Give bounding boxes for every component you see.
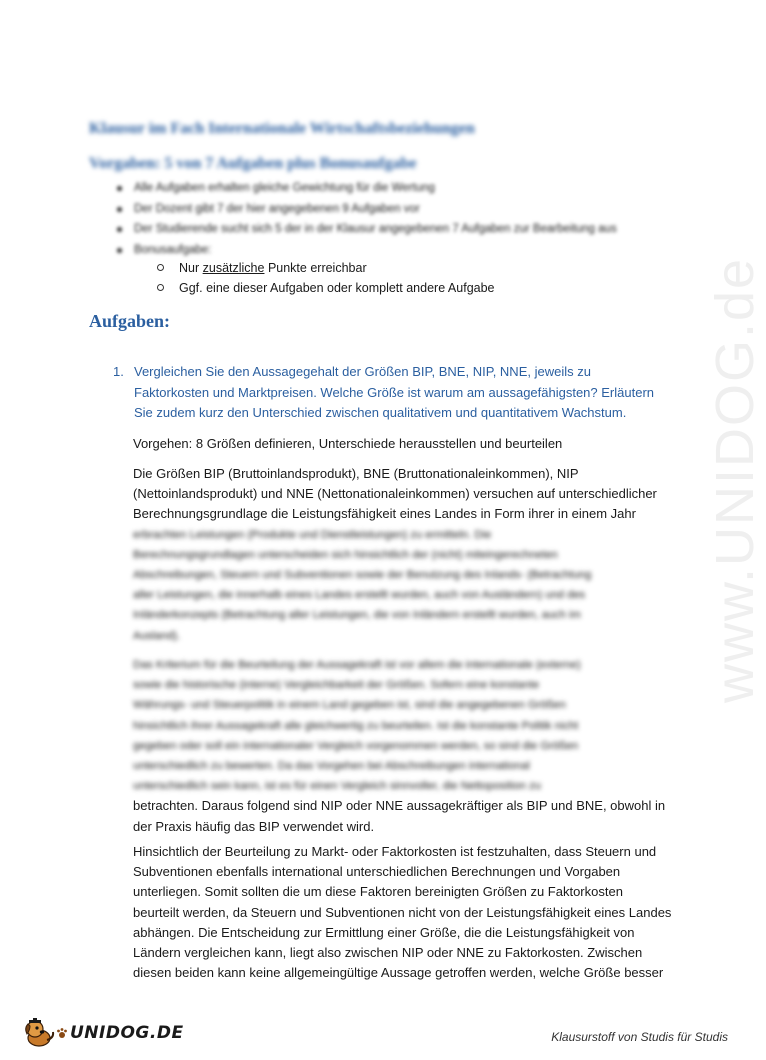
list-item: Der Dozent gibt 7 der hier angegebenen 9 Aufgaben vor bbox=[115, 199, 617, 220]
paw-icon bbox=[56, 1027, 68, 1039]
footer-logo[interactable] bbox=[22, 1018, 184, 1048]
doc-subtitle: Vorgaben: 5 von 7 Aufgaben plus Bonusaufgabe bbox=[89, 155, 417, 172]
list-item: Bonusaufgabe: bbox=[115, 240, 617, 261]
list-item: Nur zusätzliche Punkte erreichbar bbox=[157, 258, 495, 278]
paragraph-definitions: Die Größen BIP (Bruttoinlandsprodukt), BNE (Bruttonationaleinkommen), NIP (Nettoinlandsprodukt) und NNE (Nettonationaleinkommen) versuchen auf unterschiedlicher Berechnungsgrundlage die Leistungsfähigkeit eines Landes in Form ihrer in einem Jahr erbrachten Leistungen (Produkte und Dienstleistungen) zu ermitteln. Die Berechnungsgrundlagen unterscheiden sich hinsichtlich der (nicht) miteingerechneten Abschreibungen, Steuern und Subventionen sowie der Benutzung des Inlands- (Betrachtung aller Leistungen, die innerhalb eines Landes erstellt wurden, auch von Ausländern) und des Inländerkonzepts (Betrachtung aller Leistungen, die von Inländern erstellt wurden, auch im Ausland). bbox=[133, 466, 657, 642]
paragraph-criteria: Das Kriterium für die Beurteilung der Aussagekraft ist vor allem die internationale (externe) sowie die historische (interne) Vergleichbarkeit der Größen. Sofern eine konstante Währungs- und Steuerpolitik in einem Land gegeben ist, sind die angegebenen Größen hinsichtlich ihrer Aussagekraft alle gleichwertig zu beurteilen. Ist die konstante Politik nicht gegeben oder soll ein internationaler Vergleich vorgenommen werden, so sind die Größen unterschiedlich zu bewerten. Da das Vorgehen bei Abschreibungen international unterschiedlich sein kann, ist es für einen Vergleich sinnvoller, die Nettoposition zu betrachten. Daraus folgend sind NIP oder NNE aussagekräftiger als BIP und BNE, obwohl in der Praxis häufig das BIP verwendet wird. bbox=[133, 659, 666, 834]
circle-bullet-icon bbox=[157, 284, 164, 291]
bullet-dot-icon bbox=[117, 248, 122, 253]
bullet-dot-icon bbox=[117, 186, 122, 191]
logo-text: UNIDOG.DE bbox=[70, 1023, 184, 1043]
bullet-dot-icon bbox=[117, 227, 122, 232]
list-item: Der Studierende sucht sich 5 der in der Klausur angegebenen 7 Aufgaben zur Bearbeitung aus bbox=[115, 219, 617, 240]
bullet-dot-icon bbox=[117, 207, 122, 212]
question-text: Vergleichen Sie den Aussagegehalt der Größen BIP, BNE, NIP, NNE, jeweils zu Faktorkosten und Marktpreisen. Welche Größe ist warum am aussagefähigsten? Erläutern Sie zudem kurz den Unterschied zwischen qualitativem und quantitativem Wachstum. bbox=[134, 364, 654, 420]
paragraph-cost-basis: Hinsichtlich der Beurteilung zu Markt- oder Faktorkosten ist festzuhalten, dass Steuern und Subventionen ebenfalls international unterschiedlichen Berechnungen und Vorgaben unterliegen. Somit sollten die um diese Faktoren bereinigten Größen zu Faktorkosten beurteilt werden, da Steuern und Subventionen nicht von der Leistungsfähigkeit eines Landes abhängen. Die Entscheidung zur Ermittlung einer Größe, die die Leistungsfähigkeit von Ländern vergleichen kann, liegt also zwischen NIP oder NNE zu Faktorkosten. Zwischen diesen beiden kann keine allgemeingültige Aussage getroffen werden, welche Größe besser bbox=[133, 844, 672, 981]
dog-mascot-icon bbox=[22, 1018, 56, 1048]
list-item: Ggf. eine dieser Aufgaben oder komplett andere Aufgabe bbox=[157, 278, 495, 298]
footer-tagline: Klausurstoff von Studis für Studis bbox=[551, 1030, 728, 1044]
section-heading: Aufgaben: bbox=[89, 311, 171, 331]
question-number: 1. bbox=[113, 364, 124, 379]
circle-bullet-icon bbox=[157, 264, 164, 271]
doc-title: Klausur im Fach Internationale Wirtschaftsbeziehungen bbox=[89, 120, 475, 137]
list-item: Alle Aufgaben erhalten gleiche Gewichtung für die Wertung bbox=[115, 178, 617, 199]
approach-text: Vorgehen: 8 Größen definieren, Unterschiede herausstellen und beurteilen bbox=[133, 436, 563, 451]
rules-list bbox=[115, 178, 617, 260]
watermark: www.UNIDOG.de bbox=[705, 256, 765, 704]
bonus-sub-list bbox=[157, 258, 495, 298]
